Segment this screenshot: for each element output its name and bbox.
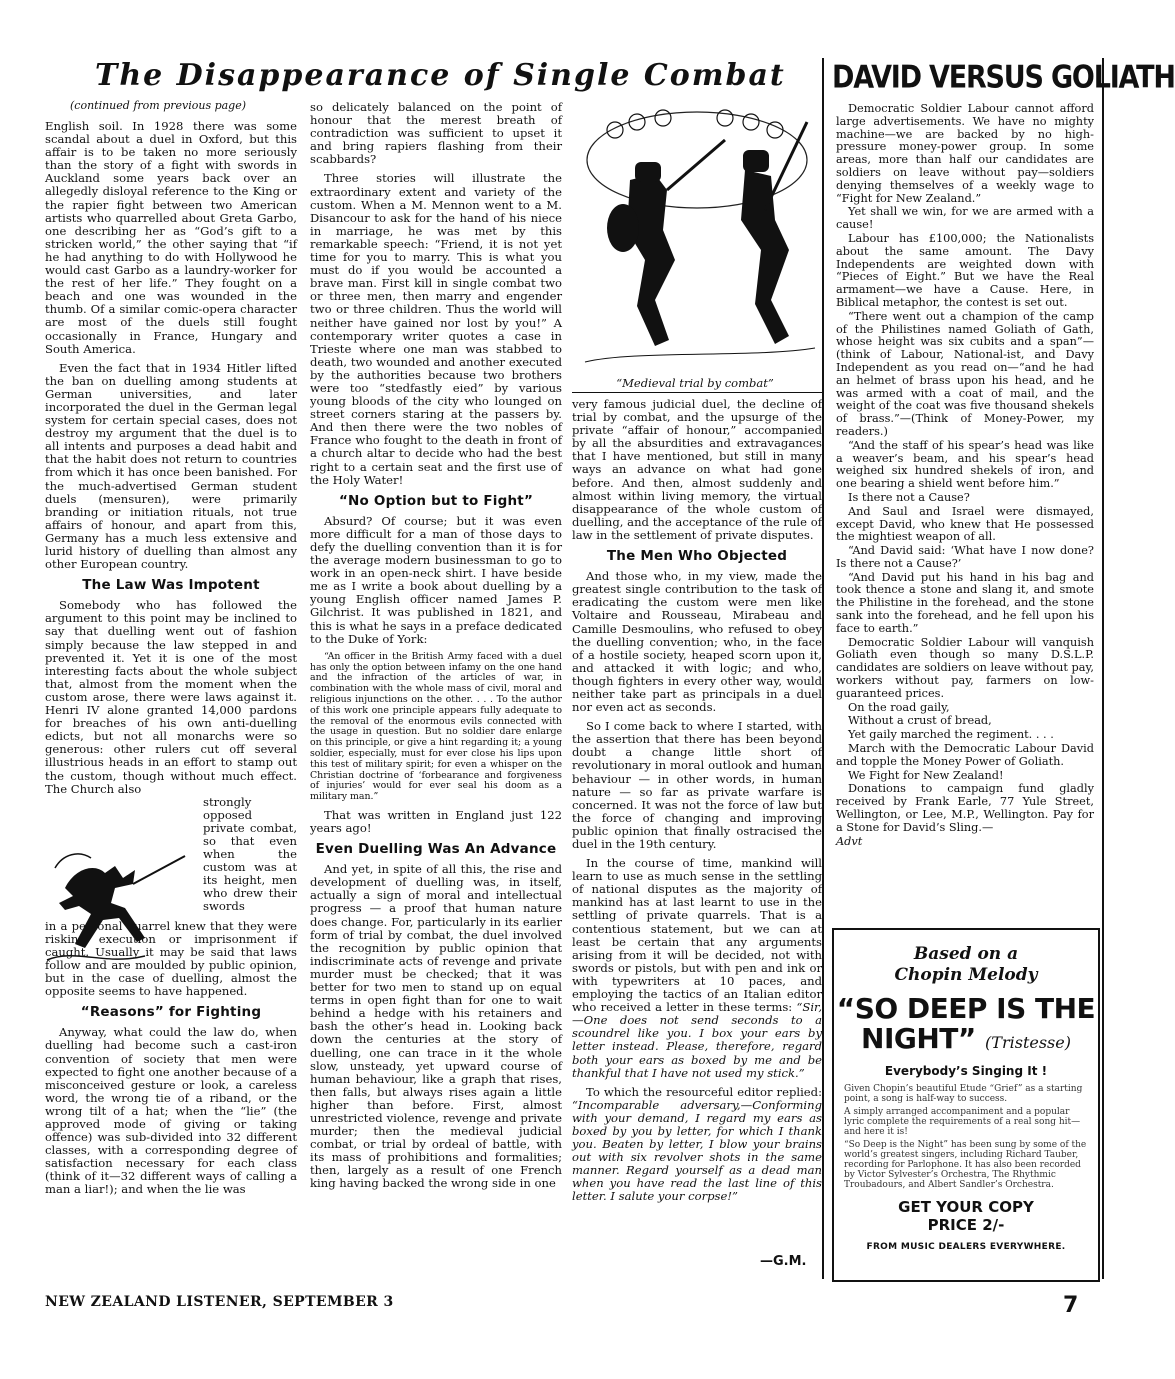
subheading: The Law Was Impotent xyxy=(82,577,260,594)
subheading: “No Option but to Fight” xyxy=(338,492,534,509)
ad-body xyxy=(844,1084,1090,1190)
sidebar-paragraph: “And David said: ‘What have I now done? Is there not a Cause?’ xyxy=(836,544,1094,570)
article-column-3 xyxy=(572,398,822,1210)
sidebar-paragraph: Democratic Soldier Labour will vanquish Goliath even though so many D.S.L.P. candidates are soldiers on leave without pay, workers without pay, farmers on low-guaranteed prices. xyxy=(836,635,1094,700)
ad-tagline-line: Chopin Melody xyxy=(894,965,1038,985)
paragraph: strongly opposed private combat, so that even when the custom was at its height, men who drew their swords xyxy=(203,794,297,914)
paragraph: English soil. In 1928 there was some scandal about a duel in Oxford, but this affair is to be taken no more seriously than the story of a fight with swords in Auckland some years back over an allegedly disloyal reference to the King or the rapier fight between two American artists who quarrelled about Greta Garbo, one describing her as “God’s gift to a stricken world,” the other saying that “if he had anything to do with Hollywood he would cast Garbo as a laundry-worker for the rest of her life.” They fought on a beach and one was wounded in the thumb. Of a similar comic-opera character are most of the duels still fought occasionally in France, Hungary and South America. xyxy=(45,119,297,356)
advertisement-marker: Advt xyxy=(836,834,863,848)
sidebar-paragraph: Without a crust of bread, xyxy=(848,714,992,728)
subheading: The Men Who Objected xyxy=(606,548,788,565)
sidebar-paragraph: Labour has £100,000; the Nationalists about the same amount. The Davy Independents are weighted down with “Pieces of Eight.” But we have the Real armament—we have a Cause. Here, in Biblical metaphor, the contest is set out. xyxy=(836,231,1094,309)
ad-paragraph: Given Chopin’s beautiful Etude “Grief” as a starting point, a song is half-way to success. xyxy=(844,1084,1083,1104)
subheading: Even Duelling Was An Advance xyxy=(315,841,557,858)
paragraph-text: In the course of time, mankind will learn to use as much sense in the settling of national disputes as the majority of mankind has at last learnt to use in the settling of private quarrels. That is a contentious statement, but we can at least be certain that any arguments arising from it will be decided, not with swords or pistols, but with pen and ink or with typewriters at 10 paces, and employing the tactics of an Italian editor who received a letter in these terms: xyxy=(572,856,822,1015)
sidebar-paragraph: Yet gaily marched the regiment. . . . xyxy=(848,728,1054,742)
publication-footer: NEW ZEALAND LISTENER, SEPTEMBER 3 xyxy=(45,1294,394,1310)
sidebar-paragraph: Is there not a Cause? xyxy=(848,490,970,504)
song-subtitle: (Tristesse) xyxy=(985,1033,1071,1052)
ad-availability: FROM MUSIC DEALERS EVERYWHERE. xyxy=(866,1242,1066,1252)
paragraph-text: To which the resourceful editor replied: xyxy=(586,1084,822,1099)
article-title: The Disappearance of Single Combat xyxy=(95,58,786,93)
medieval-combat-illustration xyxy=(575,100,820,370)
paragraph: so delicately balanced on the point of honour that the merest breath of contradiction was sufficient to upset it and bring rapiers flashing from their scabbards? xyxy=(310,100,562,167)
paragraph: Even the fact that in 1934 Hitler lifted the ban on duelling among students at German universities, and later incorporated the duel in the German legal system for certain special cases, does not destroy my argument that the duel is to all intents and purposes a dead habit and that the habit does not return to countries from which it has once been banished. For the much-advertised German student duels (mensuren), were primarily branding or initiation rituals, not true affairs of honour, and apart from this, Germany has a much less extensive and lurid history of duelling than almost any other European country. xyxy=(45,360,297,572)
paragraph: And yet, in spite of all this, the rise and development of duelling was, in itself, actually a sign of moral and intellectual progress — a proof that human nature does change. For, particularly in its earlier form of trial by combat, the duel involved the recognition by public opinion that indiscriminate acts of revenge and private murder must be checked; that it was better for two men to stand up on equal terms in open fight than for one to wait behind a hedge with his retainers and bash the other’s head in. Looking back down the centuries at the story of duelling, one can trace in it the whole slow, unsteady, yet upward course of human behaviour, like a graph that rises, then falls, but always rises again a little higher than before. First, almost unrestricted violence, revenge and private murder; then the medieval judicial combat, or trial by ordeal of battle, with its mass of prohibitions and formalities; then, largely as a result of one French king having backed the wrong side in one xyxy=(310,862,562,1191)
song-title-text: NIGHT” xyxy=(861,1022,976,1055)
paragraph xyxy=(572,1086,822,1204)
song-advertisement xyxy=(832,928,1100,1282)
sidebar-paragraph: Democratic Soldier Labour cannot afford large advertisements. We have no mighty machine—we are backed by no high-pressure money-power group. In some areas, more than half our candidates are soldiers on leave without pay—soldiers denying themselves of a weekly wage to “Fight for New Zealand.” xyxy=(836,102,1094,205)
song-title xyxy=(834,994,1098,1058)
sidebar-paragraph: “There went out a champion of the camp of the Philistines named Goliath of Gath, whose height was six cubits and a span”—(think of Labour, National-ist, and Davy Independent as you read on—“and he had an helmet of brass upon his head, and he was armed with a coat of mail, and the weight of the coat was five thousand shekels of brass.”—(Think of Money-Power, my readers.) xyxy=(836,309,1094,438)
ad-slogan: Everybody’s Singing It ! xyxy=(884,1064,1048,1078)
ad-paragraph: A simply arranged accompaniment and a popular lyric complete the requirements of a real song hit—and here it is! xyxy=(844,1107,1081,1137)
ad-tagline-line: Based on a xyxy=(913,944,1019,964)
paragraph: So I come back to where I started, with the assertion that there has been beyond doubt a change little short of revolutionary in moral outlook and human behaviour — in other words, in human nature — so far as private warfare is concerned. It was not the force of law but the force of changing and improving public opinion that finally ostracised the duel in the 19th century. xyxy=(572,719,822,851)
paragraph: Somebody who has followed the argument to this point may be inclined to say that duelling went out of fashion simply because the law stepped in and prevented it. Yet it is one of the most interesting facts about the whole subject that, almost from the moment when the custom arose, there were laws against it. Henri IV alone granted 14,000 pardons for breaches of his own anti-duelling edicts, but not all monarchs were so generous: other rulers cut off several illustrious heads in an effort to stamp out the custom, though without much effect. The Church also xyxy=(45,598,297,796)
article-column-1 xyxy=(45,120,297,1203)
sidebar-heading: DAVID VERSUS GOLIATH xyxy=(832,60,1175,96)
article-column-2 xyxy=(310,101,562,1197)
paragraph: Three stories will illustrate the extraordinary extent and variety of the custom. When a M. Mennon went to a M. Disancour to ask for the hand of his niece in marriage, he was met by this remarkable speech: “Friend, it is not yet time for you to marry. This is what you must do if you would be accounted a brave man. First kill in single combat two or three men, then marry and engender two or three children. Thus the world will neither have gained nor lost by you!” A contemporary writer quotes a case in Trieste where one man was stabbed to death, two wounded and another executed by the authorities because two brothers were too “stedfastly eied” by various young bloods of the city who lounged on street corners staring at the passers by. And then there were the two nobles of France who fought to the death in front of a church altar to decide who had the best right to a certain seat and the first use of the Holy Water! xyxy=(310,171,562,487)
paragraph: That was written in England just 122 years ago! xyxy=(310,807,562,835)
continued-note: (continued from previous page) xyxy=(70,99,247,112)
paragraph: And those who, in my view, made the greatest single contribution to the task of eradicating the custom were men like Voltaire and Rousseau, Mirabeau and Camille Desmoulins, who refused to obey the duelling convention; who, in the face of a hostile society, heaped scorn upon it, and attacked it with logic; and who, though fighters in every other way, would neither take part as principals in a duel nor even act as seconds. xyxy=(572,569,822,715)
song-title-line xyxy=(834,1024,1098,1058)
sidebar-paragraph: “And the staff of his spear’s head was like a weaver’s beam, and his spear’s head weighed six hundred shekels of iron, and one bearing a shield went before him.” xyxy=(836,438,1094,491)
divider xyxy=(572,392,822,393)
paragraph: Anyway, what could the law do, when duelling had become such a cast-iron convention of society that men were expected to fight one another because of a misconceived gesture or look, a careless word, the wrong tie of a riband, or the wrong tilt of a hat; when the “lie” (the approved mode of giving or taking offence) was sub-divided into 32 different classes, with a corresponding degree of satisfaction necessary for each class (think of it—32 different ways of calling a man a liar!); and when the lie was xyxy=(45,1025,297,1197)
paragraph: in a personal quarrel knew that they were risking execution or imprisonment if caught. Usually it may be said that laws follow and are moulded by public opinion, but in the case of duelling, almost the opposite seems to have happened. xyxy=(45,918,297,999)
ad-call-to-action: GET YOUR COPY xyxy=(898,1198,1034,1216)
italic-letter: “Sir,—One does not send seconds to a scoundrel like you. I box your ears by letter instead. Please, therefore, regard both your ears as boxed by me and be thankful that I have not used my stick.” xyxy=(572,1000,822,1080)
paragraph: very famous judicial duel, the decline of trial by combat, and the upsurge of the private “affair of honour,” accompanied by all the absurdities and extravagances that I have mentioned, but still in many ways an advance on what had gone before. And then, almost suddenly and almost within living memory, the virtual disappearance of the whole custom of duelling, and the acceptance of the rule of law in the settlement of private disputes. xyxy=(572,397,822,542)
illustration-caption: “Medieval trial by combat” xyxy=(616,376,774,390)
paragraph: Absurd? Of course; but it was even more difficult for a man of those days to defy the duelling convention than it is for the average modern businessman to go to work in an open-neck shirt. I have beside me as I write a book about duelling by a young English officer named James P. Gilchrist. It was published in 1821, and this is what he says in a preface dedicated to the Duke of York: xyxy=(310,513,562,646)
song-title-line: “SO DEEP IS THE xyxy=(836,992,1096,1025)
sidebar-text xyxy=(836,103,1094,849)
sidebar-paragraph: Yet shall we win, for we are armed with a cause! xyxy=(836,205,1094,232)
sidebar-paragraph: On the road gaily, xyxy=(848,700,950,714)
ad-tagline xyxy=(834,944,1098,986)
ad-price: PRICE 2/- xyxy=(927,1216,1005,1234)
paragraph xyxy=(572,857,822,1080)
ad-paragraph: “So Deep is the Night” has been sung by some of the world’s greatest singers, including Richard Tauber, recording for Parlophone. It has also been recorded by Victor Sylvester’s Orchestra, The Rhythmic Troubadours, and Albert Sandler’s Orchestra. xyxy=(844,1140,1087,1190)
sidebar-paragraph: Donations to campaign fund gladly received by Frank Earle, 77 Yule Street, Wellington, or Lee, M.P., Wellington. Pay for a Stone for David’s Sling.— xyxy=(836,782,1094,834)
page-number: 7 xyxy=(1063,1293,1079,1318)
sidebar-paragraph: “And David put his hand in his bag and took thence a stone and slang it, and smote the Philistine in the forehead, and the stone sank into the forehead, and he fell upon his face to earth.” xyxy=(836,570,1094,635)
author-signoff: —G.M. xyxy=(760,1254,807,1269)
sidebar-paragraph: We Fight for New Zealand! xyxy=(848,768,1004,782)
sidebar-paragraph: March with the Democratic Labour David and topple the Money Power of Goliath. xyxy=(836,742,1094,768)
italic-letter: “Incomparable adversary,—Conforming with your demand, I regard my ears as boxed by you by letter, for which I thank you. Beaten by letter, I blow your brains out with six revolver shots in the same manner. Regard yourself as a dead man when you have read the last line of this letter. I salute your corpse!” xyxy=(572,1097,822,1204)
fencer-silhouette-illustration xyxy=(45,848,195,970)
sidebar-paragraph: And Saul and Israel were dismayed, except David, who knew that He possessed the mightiest weapon of all. xyxy=(836,504,1094,544)
subheading: “Reasons” for Fighting xyxy=(80,1004,262,1021)
block-quote: “An officer in the British Army faced with a duel has only the option between infamy on the one hand and the infraction of the articles of war, in combination with the whole mass of civil, moral and religious injunctions on the other. . . . To the author of this work one principle appears fully adequate to the removal of the enormous evils connected with the usage in question. But no soldier dare enlarge on this principle, or give a hint regarding it; a young soldier, especially, must for ever close his lips upon this test of military spirit; for even a whisper on the Christian doctrine of ‘forbearance and forgiveness of injuries’ would for ever seal his doom as a military man.” xyxy=(310,650,562,803)
